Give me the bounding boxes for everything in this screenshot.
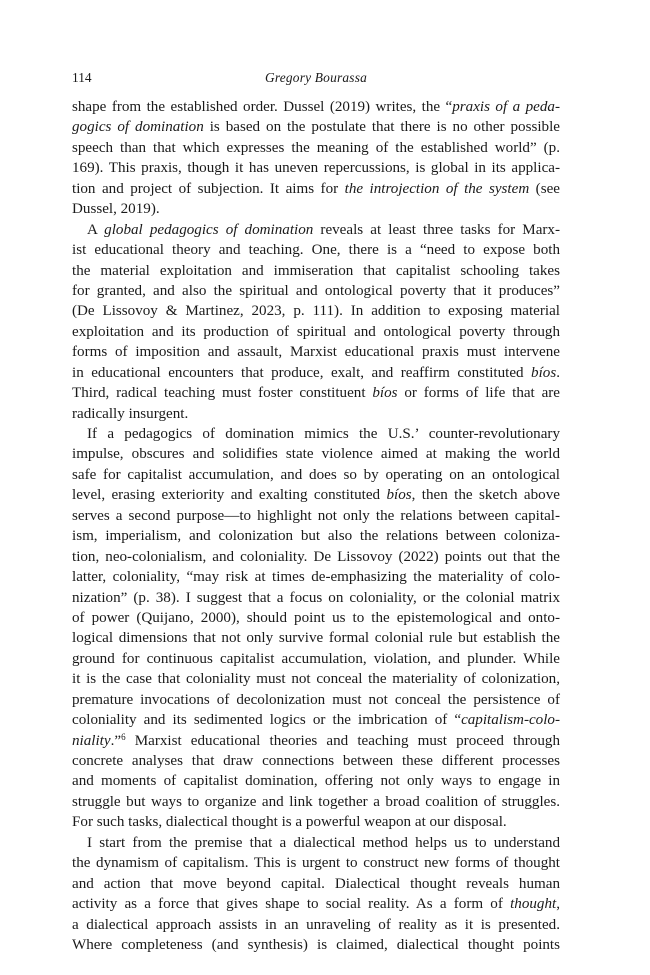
- text-line: [72, 383, 560, 403]
- text-run: concrete analyses that draw connections between these different processes: [72, 753, 560, 769]
- text-run: it is the case that coloniality must not conceal the materiality of colonization,: [72, 671, 560, 688]
- text-line: [72, 199, 560, 219]
- text-line: [72, 138, 560, 158]
- text-line: [72, 97, 560, 117]
- text-run: (see: [529, 180, 560, 197]
- italic-text: the introjection of the system: [344, 180, 530, 197]
- text-line: [72, 465, 560, 485]
- text-line: [72, 812, 560, 832]
- text-run: For such tasks, dialectical thought is a powerful weapon at our disposal.: [72, 814, 507, 831]
- text-run: speech than that which expresses the meaning of the established world” (p.: [72, 139, 560, 156]
- text-run: in educational encounters that produce, exalt, and reaffirm constituted: [72, 364, 532, 381]
- text-line: [72, 669, 560, 689]
- text-run: nization” (p. 38). I suggest that a focus on coloniality, or the colonial matrix: [72, 589, 560, 606]
- text-run: Dussel, 2019).: [72, 201, 160, 218]
- text-run: tion and project of subjection. It aims for: [72, 180, 345, 197]
- text-line: [72, 649, 560, 669]
- paragraph: [72, 424, 560, 833]
- text-run: , then the sketch above: [411, 487, 560, 504]
- text-run: the material exploitation and immiseration that capitalist schooling takes: [72, 262, 560, 279]
- text-run: radically insurgent.: [72, 405, 189, 422]
- text-line: [72, 833, 560, 853]
- paragraph: [72, 220, 560, 424]
- text-line: [72, 894, 560, 914]
- text-line: [72, 444, 560, 464]
- text-run: (De Lissovoy & Martinez, 2023, p. 111). In addition to exposing material: [72, 303, 560, 320]
- text-line: [72, 261, 560, 281]
- text-run: Where completeness (and synthesis) is claimed, dialectical thought points: [72, 936, 560, 953]
- running-head-author: Gregory Bourassa: [264, 70, 367, 85]
- text-line: [72, 363, 560, 383]
- text-run: ism, imperialism, and colonization but also the relations between coloniza-: [72, 528, 560, 545]
- text-run: the dynamism of capitalism. This is urgent to construct new forms of thought: [72, 855, 560, 872]
- text-run: Third, radical teaching must foster constituent: [72, 385, 373, 402]
- page-header: [72, 70, 560, 90]
- text-line: [72, 117, 560, 137]
- italic-text: bíos: [372, 385, 398, 402]
- text-line: [72, 588, 560, 608]
- text-run: and moments of capitalist domination, offering not only ways to engage in: [72, 773, 560, 790]
- text-line: [72, 710, 560, 730]
- text-run: .: [556, 364, 560, 381]
- text-line: [72, 771, 560, 791]
- text-run: for granted, and also the spiritual and ontological poverty that it produces”: [72, 282, 560, 299]
- text-run: or forms of life that are: [397, 385, 560, 402]
- text-line: [72, 179, 560, 199]
- text-line: [72, 608, 560, 628]
- text-line: [72, 158, 560, 178]
- paragraph: [72, 97, 560, 220]
- text-line: [72, 240, 560, 260]
- text-line: [72, 874, 560, 894]
- italic-text: niality: [72, 732, 111, 749]
- text-line: [72, 915, 560, 935]
- text-line: [72, 342, 560, 362]
- text-line: [72, 506, 560, 526]
- italic-text: capitalism-colo-: [461, 712, 560, 729]
- text-run: forms of imposition and assault, Marxist educational praxis must intervene: [72, 344, 560, 361]
- text-run: activity as a force that gives shape to social reality. As a form of: [72, 896, 511, 913]
- italic-text: praxis of a peda-: [452, 99, 560, 115]
- text-line: [72, 220, 560, 240]
- text-run: of power (Quijano, 2000), should point us to the epistemological and onto-: [72, 609, 560, 626]
- text-line: [72, 526, 560, 546]
- text-line: [72, 301, 560, 321]
- text-line: [72, 424, 560, 444]
- text-run: and action that move beyond capital. Dialectical thought reveals human: [72, 875, 560, 892]
- italic-text: gogics of domination: [72, 119, 204, 136]
- text-run: Marxist educational theories and teaching must proceed through: [125, 732, 560, 749]
- text-run: is based on the postulate that there is no other possible: [203, 119, 560, 136]
- text-run: If a pedagogics of domination mimics the U.S.’ counter-revolutionary: [87, 426, 560, 442]
- italic-text: global pedagogics of domination: [104, 221, 314, 238]
- text-run: serves a second purpose—to highlight not only the relations between capital-: [72, 507, 560, 524]
- footnote-marker: 6: [121, 731, 126, 742]
- text-run: exploitation and its production of spiritual and ontological poverty through: [72, 323, 560, 340]
- text-run: 169). This praxis, though it has uneven repercussions, is global in its applica-: [72, 160, 560, 177]
- text-run: impulse, obscures and solidifies state violence aimed at making the world: [72, 446, 560, 463]
- text-line: [72, 853, 560, 873]
- italic-text: bíos: [531, 364, 557, 381]
- text-run: struggle but ways to organize and link together a broad coalition of struggles.: [72, 793, 560, 810]
- text-line: [72, 731, 560, 751]
- body-text: [72, 97, 560, 955]
- text-line: [72, 281, 560, 301]
- text-line: [72, 567, 560, 587]
- text-run: ground for continuous capitalist accumulation, violation, and plunder. While: [72, 650, 560, 667]
- text-run: premature invocations of decolonization must not conceal the persistence of: [72, 691, 560, 708]
- text-line: [72, 404, 560, 424]
- text-run: safe for capitalist accumulation, and does so by operating on an ontological: [72, 466, 560, 483]
- paragraph: [72, 833, 560, 956]
- text-line: [72, 751, 560, 771]
- text-line: [72, 690, 560, 710]
- italic-text: thought: [510, 896, 557, 913]
- text-run: tion, neo-colonialism, and coloniality. De Lissovoy (2022) points out that the: [72, 548, 560, 565]
- text-line: [72, 485, 560, 505]
- text-run: coloniality and its sedimented logics or the imbrication of “: [72, 712, 462, 729]
- italic-text: bíos: [386, 487, 412, 504]
- text-line: [72, 792, 560, 812]
- text-run: A: [87, 221, 105, 238]
- text-run: shape from the established order. Dussel (2019) writes, the “: [72, 99, 453, 115]
- text-run: logical dimensions that not only survive formal colonial rule but establish the: [72, 630, 560, 647]
- page-number: 114: [72, 70, 92, 85]
- text-run: ist educational theory and teaching. One, there is a “need to expose both: [72, 242, 560, 259]
- text-run: .”: [110, 732, 122, 749]
- text-run: reveals at least three tasks for Marx-: [313, 221, 560, 238]
- text-line: [72, 935, 560, 955]
- text-run: a dialectical approach assists in an unraveling of reality as it is presented.: [72, 916, 560, 933]
- text-line: [72, 322, 560, 342]
- text-run: level, erasing exteriority and exalting constituted: [72, 487, 387, 504]
- text-run: I start from the premise that a dialectical method helps us to understand: [87, 834, 560, 851]
- text-run: latter, coloniality, “may risk at times de-emphasizing the materiality of colo-: [72, 569, 560, 586]
- text-run: ,: [556, 896, 560, 913]
- text-line: [72, 628, 560, 648]
- text-line: [72, 547, 560, 567]
